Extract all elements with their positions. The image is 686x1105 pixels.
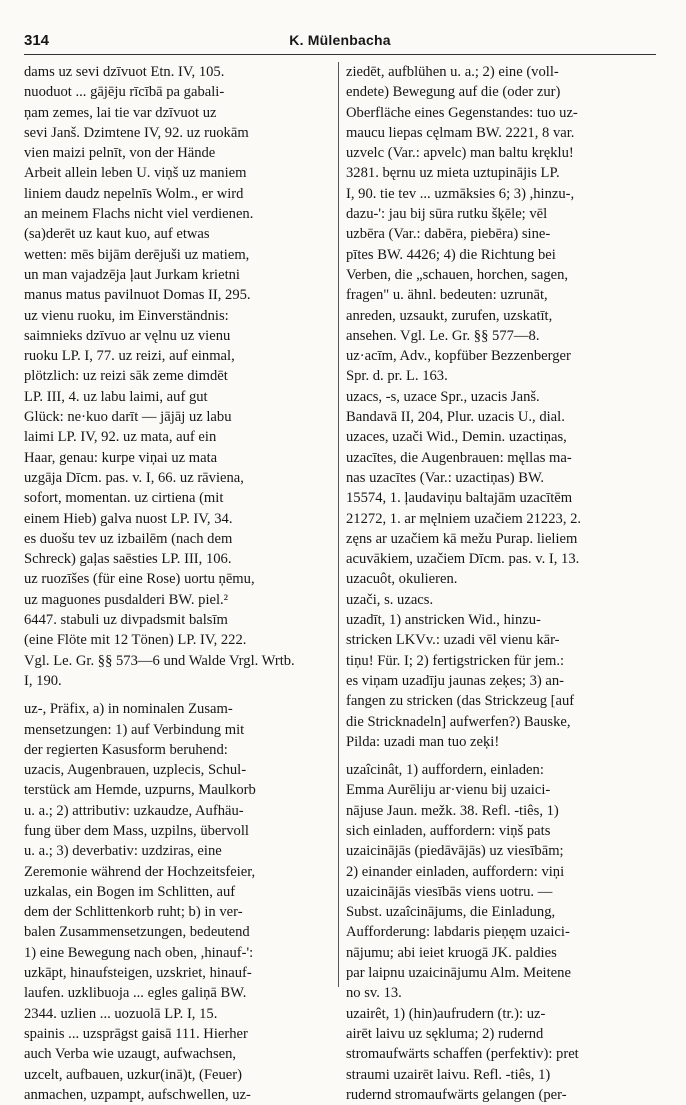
text-line: balen Zusammensetzungen, bedeutend: [24, 924, 250, 941]
text-line: (eine Flöte mit 12 Tönen) LP. IV, 222.: [24, 632, 247, 649]
text-line: uz ruozīšes (für eine Rose) uortu ņēmu,: [24, 571, 255, 588]
text-line: ruoku LP. I, 77. uz reizi, auf einmal,: [24, 348, 235, 365]
text-line: liniem daudz nepelnīs Wolm., er wird: [24, 185, 244, 202]
text-line: dams uz sevi dzīvuot Etn. IV, 105.: [24, 64, 225, 80]
text-line: uzacs, -s, uzace Spr., uzacis Janš.: [346, 388, 540, 405]
text-line: an meinem Flachs nicht viel verdienen.: [24, 206, 254, 223]
text-line: Vgl. Le. Gr. §§ 573—6 und Walde Vrgl. Wrtb.: [24, 652, 295, 669]
text-line: ziedēt, aufblühen u. a.; 2) eine (voll-: [346, 64, 559, 80]
text-line: Verben, die „schauen, horchen, sagen,: [346, 266, 569, 283]
text-line: uzacuôt, okulieren.: [346, 571, 458, 588]
text-line: endete) Bewegung auf die (oder zur): [346, 84, 561, 101]
text-line: dazu-': jau bij sūra rutku šķēle; vēl: [346, 206, 548, 223]
text-line: uzkalas, ein Bogen im Schlitten, auf: [24, 883, 236, 900]
text-line: Emma Aurēliju ar·vienu bij uzaici-: [346, 782, 551, 799]
left-column: [24, 62, 338, 1103]
text-line: uzcelt, aufbauen, uzkur(inā)t, (Feuer): [24, 1066, 242, 1083]
text-line: nājumu; abi ieiet kruogā JK. paldies: [346, 944, 557, 961]
text-line: Aufforderung: labdaris pieņęm uzaici-: [346, 924, 570, 941]
text-line: Glück: ne·kuo darīt — jājāj uz labu: [24, 409, 232, 426]
text-line: uzaces, uzači Wid., Demin. uzactiņas,: [346, 429, 567, 446]
text-line: uz vienu ruoku, im Einverständnis:: [24, 307, 229, 324]
text-line: uzgāja Dīcm. pas. v. I, 66. uz rāviena,: [24, 469, 244, 486]
text-line: dem der Schlittenkorb ruht; b) in ver-: [24, 904, 243, 921]
page-header: [24, 22, 656, 55]
text-line: 21272, 1. ar męlniem uzačiem 21223, 2.: [346, 510, 582, 527]
text-line: fangen zu stricken (das Strickzeug [auf: [346, 693, 575, 710]
text-line: Pilda: uzadi man tuo zeķi!: [346, 733, 500, 750]
text-line: stricken LKVv.: uzadi vēl vienu kār-: [346, 632, 560, 649]
text-line: u. a.; 3) deverbativ: uzdziras, eine: [24, 843, 222, 860]
text-line: uzbēra (Var.: dabēra, piebēra) sine-: [346, 226, 551, 243]
text-line: uzadīt, 1) anstricken Wid., hinzu-: [346, 612, 541, 629]
text-line: wetten: mēs bijām derējuši uz matiem,: [24, 246, 250, 263]
text-line: 1) eine Bewegung nach oben, ,hinauf-':: [24, 944, 254, 961]
text-line: plötzlich: uz reizi sāk zeme dimdēt: [24, 368, 228, 385]
column-divider: [338, 62, 339, 987]
text-line: zęns ar uzačiem kā mežu Purap. lieliem: [346, 530, 578, 547]
text-line: pītes BW. 4426; 4) die Richtung bei: [346, 246, 556, 263]
text-line: uzvelc (Var.: apvelc) man baltu kręklu!: [346, 145, 574, 162]
text-line: die Stricknadeln] aufwerfen?) Bauske,: [346, 713, 571, 730]
text-line: Zeremonie während der Hochzeitsfeier,: [24, 863, 256, 880]
text-line: vien maizi pelnīt, von der Hände: [24, 145, 216, 162]
text-line: Oberfläche eines Gegenstandes: tuo uz-: [346, 104, 578, 121]
text-line: der regierten Kasusform beruhend:: [24, 741, 228, 758]
paragraph-gap: [24, 691, 338, 699]
text-line: manus matus pavilnuot Domas II, 295.: [24, 287, 251, 304]
text-line: (sa)derēt uz kaut kuo, auf etwas: [24, 226, 210, 243]
text-line: 15574, 1. ļaudaviņu baltajām uzacītēm: [346, 490, 573, 507]
text-line: no sv. 13.: [346, 985, 402, 1002]
text-line: Spr. d. pr. L. 163.: [346, 368, 448, 385]
text-line: un man vajadzēja ļaut Jurkam krietni: [24, 266, 240, 283]
text-line: uzairêt, 1) (hin)aufrudern (tr.): uz-: [346, 1005, 546, 1022]
text-line: Haar, genau: kurpe viņai uz mata: [24, 449, 218, 466]
text-line: acuvākiem, uzačiem Dīcm. pas. v. I, 13.: [346, 551, 580, 568]
text-line: mensetzungen: 1) auf Verbindung mit: [24, 721, 245, 738]
text-line: 6447. stabuli uz divpadsmit balsīm: [24, 612, 228, 629]
text-line: spainis ... uzsprāgst gaisā 111. Hierher: [24, 1025, 248, 1042]
text-line: sevi Janš. Dzimtene IV, 92. uz ruokām: [24, 124, 249, 141]
text-line: tiņu! Für. I; 2) fertigstricken für jem.:: [346, 652, 565, 669]
right-column: [346, 62, 660, 1103]
text-line: uzacītes, die Augenbrauen: męllas ma-: [346, 449, 572, 466]
text-line: LP. III, 4. uz labu laimi, auf gut: [24, 388, 208, 405]
text-line: laimi LP. IV, 92. uz mata, auf ein: [24, 429, 217, 446]
text-line: ņam zemes, lai tie var dzīvuot uz: [24, 104, 217, 121]
text-line: sofort, momentan. uz cirtiena (mit: [24, 490, 224, 507]
text-line: Schreck) gaļas saēsties LP. III, 106.: [24, 551, 232, 568]
text-line: uzacis, Augenbrauen, uzplecis, Schul-: [24, 762, 247, 779]
text-line: rudernd stromaufwärts gelangen (per-: [346, 1086, 567, 1103]
text-line: I, 90. tie tev ... uzmāksies 6; 3) ,hinzu-,: [346, 185, 575, 202]
page-number: 314: [24, 32, 50, 49]
text-line: uzaicinājās (piedāvājās) uz viesībām;: [346, 843, 564, 860]
text-line: Subst. uzaîcinājums, die Einladung,: [346, 904, 556, 921]
text-line: nuoduot ... gājēju rīcībā pa gabali-: [24, 84, 225, 101]
text-line: es viņam uzadīju jaunas zeķes; 3) an-: [346, 672, 565, 689]
text-line: terstück am Hemde, uzpurns, Maulkorb: [24, 782, 256, 799]
text-line: fragen" u. ähnl. bedeuten: uzrunāt,: [346, 287, 548, 304]
text-line: par laipnu uzaicinājumu Alm. Meitene: [346, 965, 571, 982]
text-line: maucu liepas cęlmam BW. 2221, 8 var.: [346, 124, 575, 141]
text-line: sich einladen, auffordern: viņš pats: [346, 822, 551, 839]
text-line: Bandavā II, 204, Plur. uzacis U., dial.: [346, 409, 565, 426]
text-line: straumi uzairēt laivu. Refl. -tiês, 1): [346, 1066, 551, 1083]
text-line: es duošu tev uz izbailēm (nach dem: [24, 530, 233, 547]
text-line: 3281. bęrnu uz mieta uztupinājis LP.: [346, 165, 560, 182]
text-line: nas uzacītes (Var.: uzactiņas) BW.: [346, 469, 545, 486]
text-line: uzaicinājās viesībās viens uotru. —: [346, 883, 553, 900]
text-line: 2) einander einladen, auffordern: viņi: [346, 863, 565, 880]
text-line: auch Verba wie uzaugt, aufwachsen,: [24, 1046, 237, 1063]
text-line: anmachen, uzpampt, aufschwellen, uz-: [24, 1086, 251, 1103]
text-line: uzači, s. uzacs.: [346, 591, 434, 608]
text-line: einem Hieb) galva nuost LP. IV, 34.: [24, 510, 233, 527]
text-line: u. a.; 2) attributiv: uzkaudze, Aufhäu-: [24, 802, 244, 819]
text-line: airēt laivu uz sękluma; 2) rudernd: [346, 1025, 544, 1042]
text-line: uzaîcinât, 1) auffordern, einladen:: [346, 762, 544, 779]
text-line: 2344. uzlien ... uozuolā LP. I, 15.: [24, 1005, 218, 1022]
text-line: uz·acīm, Adv., kopfüber Bezzenberger: [346, 348, 571, 365]
text-line: uzkāpt, hinaufsteigen, uzskriet, hinauf-: [24, 965, 252, 982]
text-line: saimnieks dzīvuo ar vęlnu uz vienu: [24, 327, 231, 344]
paragraph-gap: [346, 752, 660, 760]
text-line: I, 190.: [24, 672, 62, 689]
text-line: fung über dem Mass, uzpilns, übervoll: [24, 822, 249, 839]
text-line: Arbeit allein leben U. viņš uz maniem: [24, 165, 247, 182]
text-line: stromaufwärts schaffen (perfektiv): pret: [346, 1046, 579, 1063]
text-line: uz maguones pusdalderi BW. piel.²: [24, 591, 229, 608]
text-line: anreden, uzsaukt, zurufen, uzskatīt,: [346, 307, 553, 324]
text-line: nājuse Jaun. mežk. 38. Refl. -tiês, 1): [346, 802, 559, 819]
running-head: K. Mülenbacha: [289, 32, 391, 48]
text-line: ansehen. Vgl. Le. Gr. §§ 577—8.: [346, 327, 540, 344]
text-line: uz-, Präfix, a) in nominalen Zusam-: [24, 701, 233, 718]
text-line: laufen. uzklibuoja ... egles galiņā BW.: [24, 985, 247, 1002]
